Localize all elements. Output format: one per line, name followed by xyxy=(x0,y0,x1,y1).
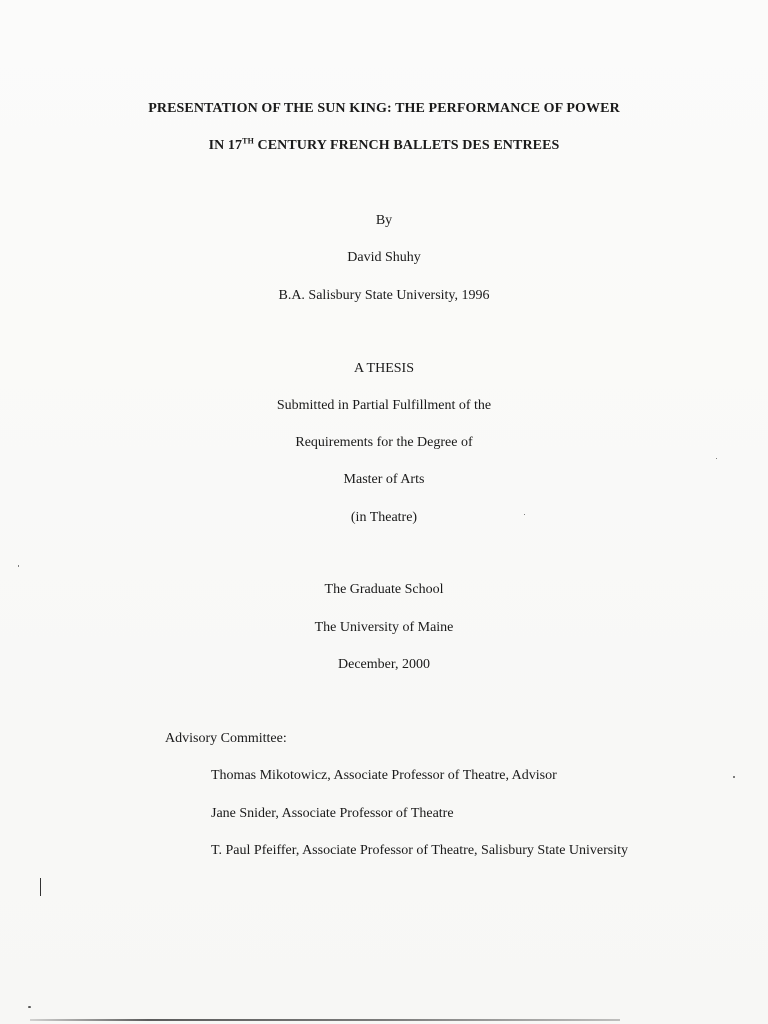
title-line-2-prefix: IN 17 xyxy=(208,138,243,153)
scan-margin-mark xyxy=(40,878,41,896)
committee-heading: Advisory Committee: xyxy=(165,731,287,746)
title-line-1: PRESENTATION OF THE SUN KING: THE PERFORMANCE OF POWER xyxy=(148,101,620,116)
committee-member: Jane Snider, Associate Professor of Theatre xyxy=(211,806,454,821)
submission-date: December, 2000 xyxy=(338,657,430,672)
scan-speck xyxy=(18,565,19,567)
by-label: By xyxy=(375,213,393,228)
submission-line-2: Requirements for the Degree of xyxy=(295,435,473,450)
prior-degree: B.A. Salisbury State University, 1996 xyxy=(278,288,490,303)
graduate-school: The Graduate School xyxy=(324,582,444,597)
submission-line-1: Submitted in Partial Fulfillment of the xyxy=(276,398,492,413)
title-line-2-superscript: TH xyxy=(242,136,254,146)
scan-bottom-edge xyxy=(30,1019,620,1021)
committee-member: T. Paul Pfeiffer, Associate Professor of Theatre, Salisbury State University xyxy=(211,843,629,858)
author-name: David Shuhy xyxy=(347,250,421,265)
title-line-2-suffix: CENTURY FRENCH BALLETS DES ENTREES xyxy=(253,138,560,153)
scan-speck xyxy=(716,458,717,459)
committee-member: Thomas Mikotowicz, Associate Professor of Theatre, Advisor xyxy=(211,768,557,783)
scan-speck xyxy=(733,776,735,778)
title-line-2 xyxy=(0,137,768,155)
degree-name: Master of Arts xyxy=(343,472,425,487)
scan-speck xyxy=(28,1006,31,1008)
scan-speck xyxy=(524,514,525,515)
university-name: The University of Maine xyxy=(314,620,454,635)
thesis-label: A THESIS xyxy=(353,361,415,376)
degree-field: (in Theatre) xyxy=(350,510,418,525)
